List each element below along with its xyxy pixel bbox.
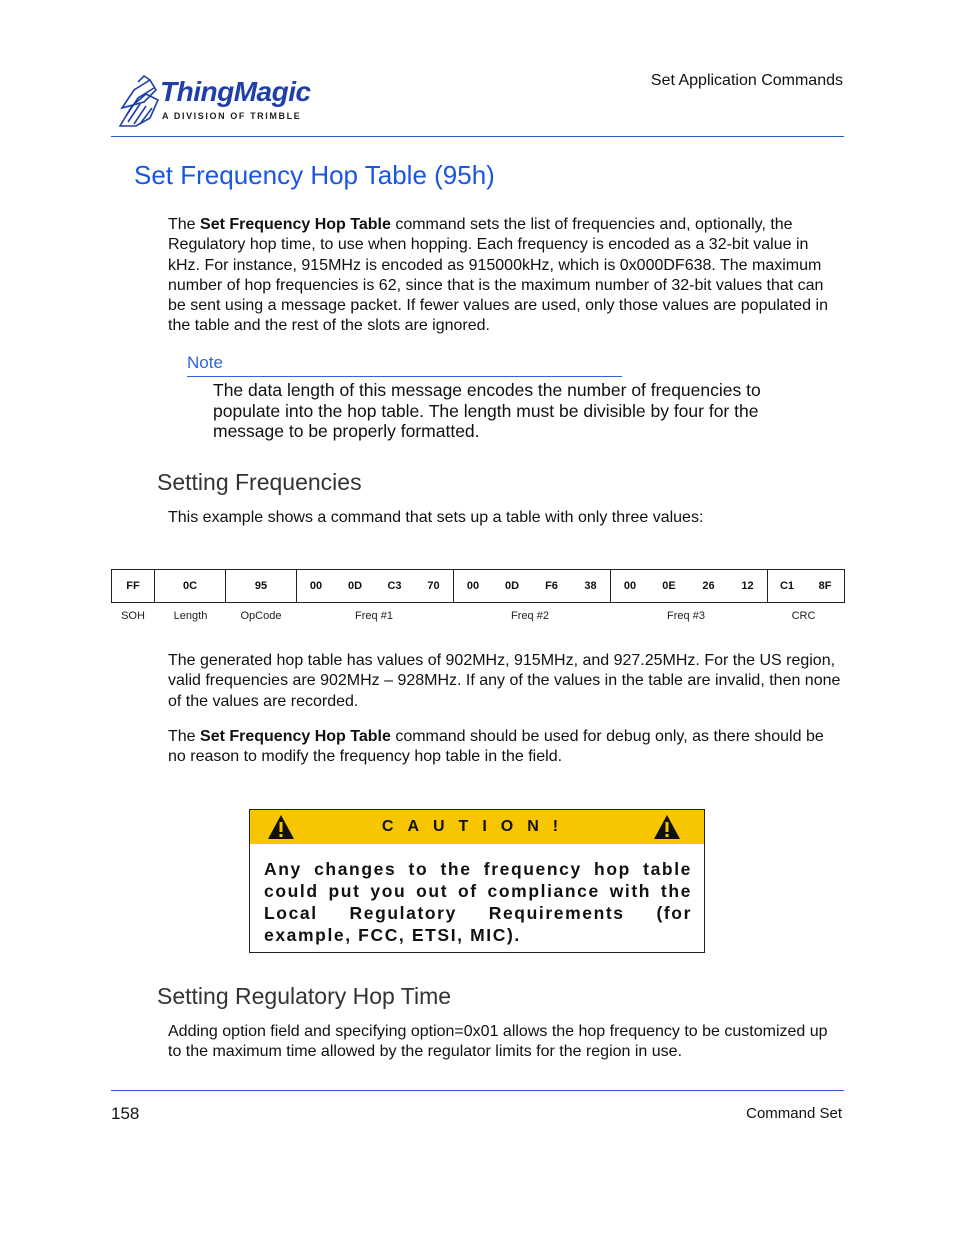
command-name: Set Frequency Hop Table: [200, 216, 391, 233]
caution-text: Any changes to the frequency hop table could put you out of compliance with the Local Regulatory Requirements (for example, FCC, ETSI, MIC).: [264, 859, 692, 945]
label-freq2: Freq #2: [511, 610, 549, 622]
page-title: Set Frequency Hop Table (95h): [134, 160, 495, 190]
logo-wordmark: ThingMagic: [160, 76, 311, 107]
byte-opcode: 95: [226, 570, 297, 603]
byte-freq2-1: 0D: [492, 570, 532, 603]
caution-title: CAUTION!: [381, 818, 573, 835]
footer-section: Command Set: [746, 1105, 842, 1122]
running-head: Set Application Commands: [650, 72, 843, 89]
label-opcode: OpCode: [240, 610, 282, 622]
byte-length: 0C: [155, 570, 226, 603]
header-rule: [111, 136, 844, 137]
frame-table: [111, 569, 845, 603]
byte-freq3-3: 12: [728, 570, 768, 603]
note-text: The data length of this message encodes the number of frequencies to populate into the hop table. The length must be divisible by four for the message to be properly formatted.: [213, 380, 761, 441]
note-label: Note: [187, 353, 223, 372]
label-freq3: Freq #3: [667, 610, 705, 622]
byte-freq2-3: 38: [571, 570, 611, 603]
label-length: Length: [173, 610, 208, 622]
section-heading-hop-time: Setting Regulatory Hop Time: [157, 983, 452, 1009]
logo-tagline: A DIVISION OF TRIMBLE: [162, 111, 302, 121]
intro-paragraph: The Set Frequency Hop Table command sets the list of frequencies and, optionally, the Regulatory hop time, to use when hopping. Each frequency is encoded as a 32-bit value in kHz. For instance, 915MHz is encoded as 915000kHz, which is 0x000DF638. The maximum number of hop frequencies is 62, since that is the maximum number of 32-bit values that can be sent using a message packet. If fewer values are used, only those values are populated in the table and the rest of the slots are ignored.: [168, 216, 828, 335]
byte-freq3-2: 26: [689, 570, 728, 603]
byte-freq1-3: 70: [414, 570, 454, 603]
frame-byte-row: [112, 570, 845, 603]
hop-time-paragraph: Adding option field and specifying option=0x01 allows the hop frequency to be customized up to the maximum time allowed by the regulator limits for the region in use.: [168, 1023, 828, 1061]
debug-paragraph: The Set Frequency Hop Table command should be used for debug only, as there should be no reason to modify the frequency hop table in the field.: [168, 728, 824, 766]
byte-freq2-0: 00: [454, 570, 493, 603]
label-crc: CRC: [791, 610, 816, 622]
byte-freq3-0: 00: [611, 570, 650, 603]
label-freq1: Freq #1: [355, 610, 393, 622]
byte-freq1-2: C3: [375, 570, 414, 603]
byte-freq1-1: 0D: [335, 570, 375, 603]
byte-freq2-2: F6: [532, 570, 571, 603]
byte-soh: FF: [112, 570, 155, 603]
command-name: Set Frequency Hop Table: [200, 728, 391, 745]
warning-icon: [652, 813, 682, 841]
byte-crc-0: C1: [768, 570, 807, 603]
byte-freq1-0: 00: [297, 570, 336, 603]
byte-crc-1: 8F: [806, 570, 845, 603]
byte-freq3-1: 0E: [649, 570, 689, 603]
page-number: 158: [111, 1104, 140, 1123]
note-rule: [187, 376, 622, 377]
label-soh: SOH: [121, 610, 145, 622]
section-heading-frequencies: Setting Frequencies: [157, 469, 362, 495]
caution-box: [249, 809, 705, 953]
example-text: This example shows a command that sets up a table with only three values:: [168, 509, 704, 526]
footer-rule: [111, 1090, 844, 1091]
hop-table-paragraph: The generated hop table has values of 902MHz, 915MHz, and 927.25MHz. For the US region, valid frequencies are 902MHz – 928MHz. If any of the values in the table are invalid, then none of the values are recorded.: [168, 652, 841, 710]
